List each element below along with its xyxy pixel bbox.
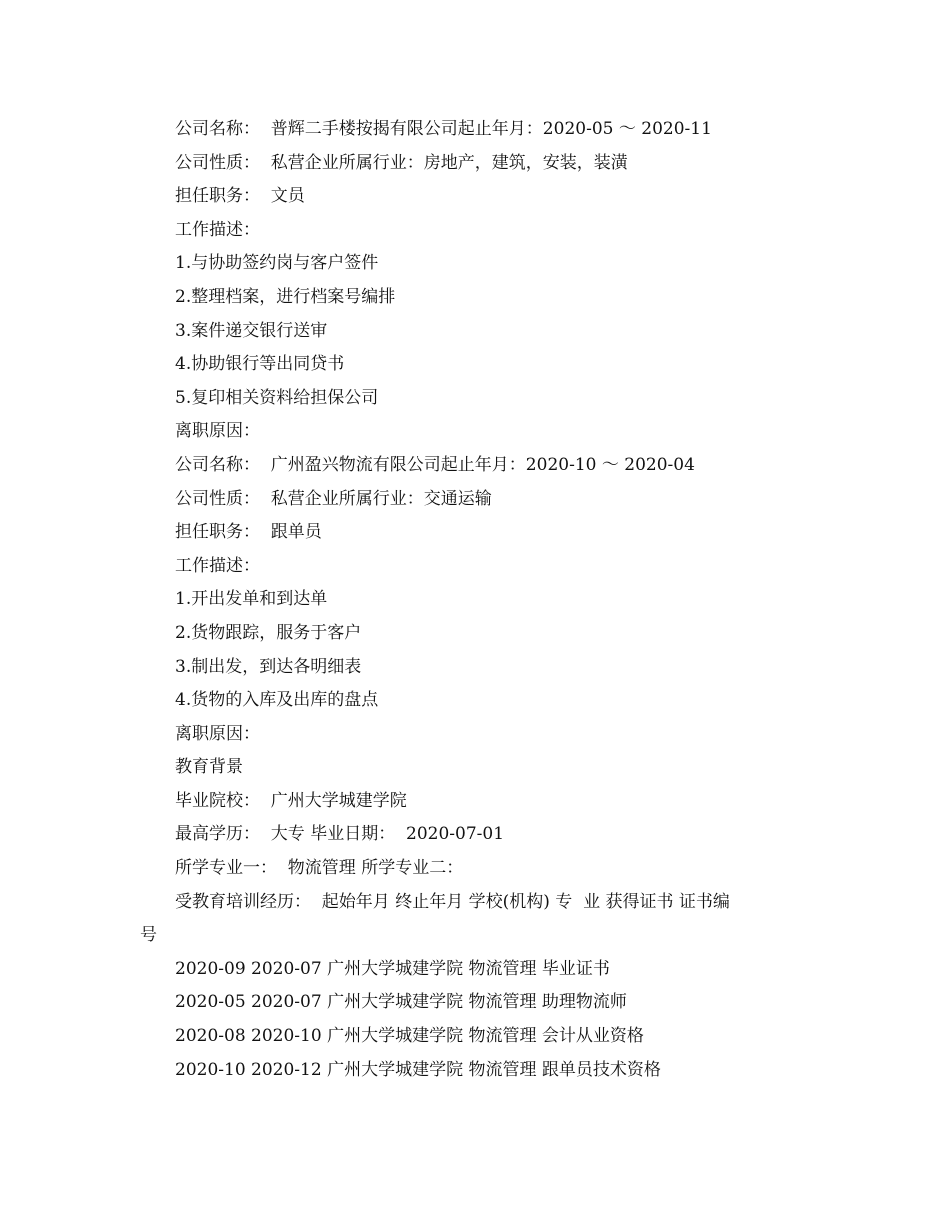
training-header-line-2: 号 [140, 925, 157, 946]
training-header-line-1: 受教育培训经历： 起始年月 终止年月 学校(机构) 专 业 获得证书 证书编 [175, 891, 730, 912]
company-2-duty-1: 1.开出发单和到达单 [175, 589, 328, 610]
company-2-duty-4: 4.货物的入库及出库的盘点 [175, 690, 379, 711]
company-2-duty-3: 3.制出发，到达各明细表 [175, 656, 362, 677]
highest-degree-line: 最高学历： 大专 毕业日期： 2020-07-01 [175, 824, 505, 845]
company-1-description-heading: 工作描述： [175, 219, 260, 240]
company-1-position-line: 担任职务： 文员 [175, 186, 305, 207]
company-2-position-line: 担任职务： 跟单员 [175, 522, 322, 543]
education-heading: 教育背景 [175, 757, 243, 778]
company-2-duty-2: 2.货物跟踪，服务于客户 [175, 622, 362, 643]
company-1-duty-4: 4.协助银行等出同贷书 [175, 354, 345, 375]
company-1-name-line: 公司名称： 普辉二手楼按揭有限公司起止年月：2020-05 ～ 2020-11 [175, 119, 712, 139]
training-row: 2020-08 2020-10 广州大学城建学院 物流管理 会计从业资格 [175, 1026, 644, 1047]
company-1-duty-2: 2.整理档案，进行档案号编排 [175, 286, 396, 307]
training-row: 2020-09 2020-07 广州大学城建学院 物流管理 毕业证书 [175, 958, 610, 979]
company-1-duty-3: 3.案件递交银行送审 [175, 320, 328, 341]
major-line: 所学专业一： 物流管理 所学专业二： [175, 858, 464, 879]
company-2-leave-reason: 离职原因： [175, 723, 260, 744]
company-1-leave-reason: 离职原因： [175, 421, 260, 442]
company-1-duty-5: 5.复印相关资料给担保公司 [175, 387, 379, 408]
company-2-description-heading: 工作描述： [175, 555, 260, 576]
company-1-duty-1: 1.与协助签约岗与客户签件 [175, 253, 379, 274]
company-1-nature-line: 公司性质： 私营企业所属行业：房地产，建筑，安装，装潢 [175, 152, 628, 173]
company-2-nature-line: 公司性质： 私营企业所属行业：交通运输 [175, 488, 492, 509]
company-2-name-line: 公司名称： 广州盈兴物流有限公司起止年月：2020-10 ～ 2020-04 [175, 454, 695, 475]
document-body [140, 113, 820, 1087]
graduated-school-line: 毕业院校： 广州大学城建学院 [175, 790, 407, 811]
training-row: 2020-05 2020-07 广州大学城建学院 物流管理 助理物流师 [175, 992, 627, 1013]
training-row: 2020-10 2020-12 广州大学城建学院 物流管理 跟单员技术资格 [175, 1059, 661, 1080]
training-header [140, 886, 820, 953]
